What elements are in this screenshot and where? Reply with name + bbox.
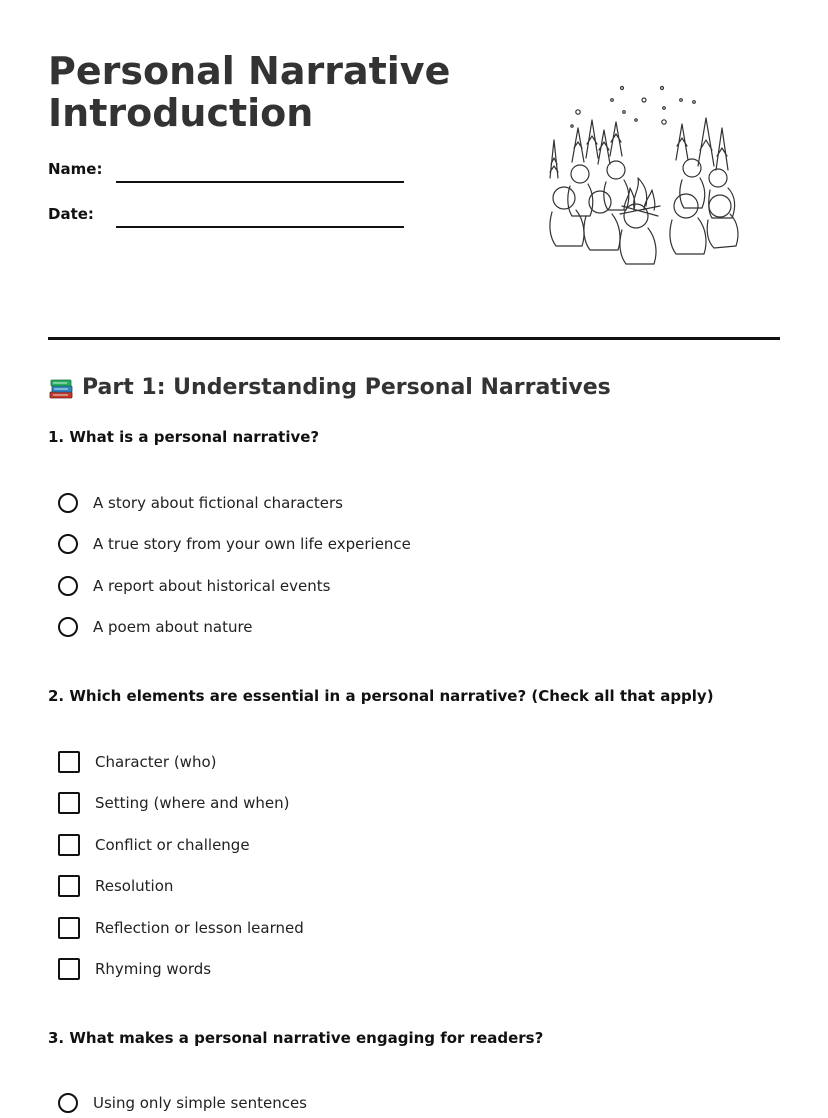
title-line-2: Introduction [48, 91, 314, 135]
checkbox[interactable] [58, 751, 80, 773]
radio-button[interactable] [58, 576, 78, 596]
question-2: 2. Which elements are essential in a personal narrative? (Check all that apply) [48, 687, 714, 705]
radio-button[interactable] [58, 1093, 78, 1113]
option-label: A report about historical events [93, 577, 331, 595]
checkbox[interactable] [58, 917, 80, 939]
part-1-heading-text: Part 1: Understanding Personal Narratives [82, 375, 611, 400]
date-label: Date: [48, 205, 94, 223]
part-1-heading [48, 373, 611, 403]
option-label: Resolution [95, 877, 174, 895]
q1-option-d[interactable] [58, 615, 253, 639]
option-label: Rhyming words [95, 960, 212, 978]
q2-option-c[interactable] [58, 833, 250, 857]
option-label: Setting (where and when) [95, 794, 290, 812]
option-label: Character (who) [95, 753, 217, 771]
q2-option-e[interactable] [58, 916, 304, 940]
question-3: 3. What makes a personal narrative engaging for readers? [48, 1029, 544, 1047]
option-label: Conflict or challenge [95, 836, 250, 854]
worksheet-title [48, 50, 450, 134]
stars [571, 87, 696, 128]
checkbox[interactable] [58, 792, 80, 814]
title-line-1: Personal Narrative [48, 49, 451, 93]
radio-button[interactable] [58, 534, 78, 554]
checkbox[interactable] [58, 834, 80, 856]
option-label: A poem about nature [93, 618, 253, 636]
date-field[interactable] [116, 226, 404, 228]
campfire-children-illustration [536, 78, 748, 274]
option-label: A story about fictional characters [93, 494, 343, 512]
section-divider [48, 337, 780, 340]
question-1: 1. What is a personal narrative? [48, 428, 320, 446]
q2-option-f[interactable] [58, 957, 211, 981]
option-label: Using only simple sentences [93, 1094, 307, 1112]
q1-option-c[interactable] [58, 574, 330, 598]
radio-button[interactable] [58, 617, 78, 637]
books-icon [48, 375, 74, 401]
option-label: A true story from your own life experience [93, 535, 411, 553]
name-field[interactable] [116, 181, 404, 183]
name-label: Name: [48, 160, 103, 178]
q2-option-a[interactable] [58, 750, 216, 774]
q3-option-a[interactable] [58, 1091, 307, 1115]
option-label: Reflection or lesson learned [95, 919, 304, 937]
radio-button[interactable] [58, 493, 78, 513]
checkbox[interactable] [58, 875, 80, 897]
checkbox[interactable] [58, 958, 80, 980]
q2-option-b[interactable] [58, 791, 290, 815]
q1-option-b[interactable] [58, 532, 411, 556]
q2-option-d[interactable] [58, 874, 173, 898]
q1-option-a[interactable] [58, 491, 343, 515]
